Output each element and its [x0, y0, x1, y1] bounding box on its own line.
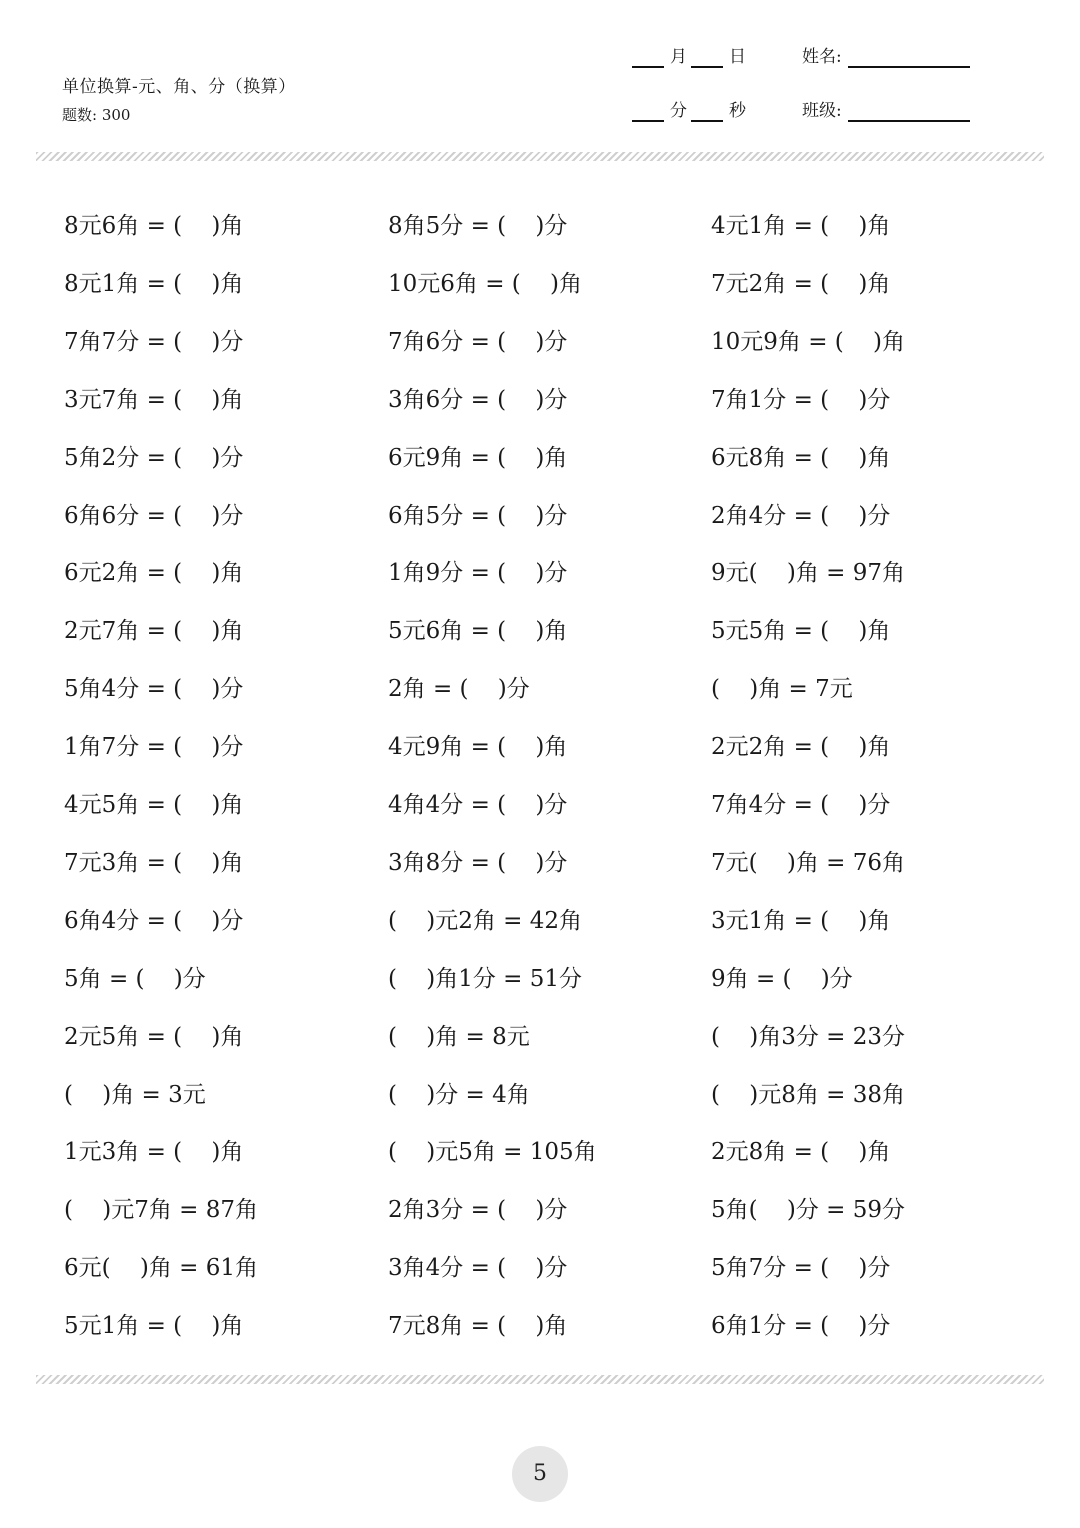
problem-item[interactable]: 2元8角 = ( )角: [711, 1139, 891, 1166]
problem-item[interactable]: 8元6角 = ( )角: [64, 213, 244, 239]
problem-row: [64, 837, 1044, 889]
problem-item[interactable]: ( )分 = 4角: [388, 1081, 530, 1108]
problem-item[interactable]: 6元8角 = ( )角: [711, 444, 891, 471]
problem-item[interactable]: ( )元8角 = 38角: [711, 1081, 905, 1108]
problem-item[interactable]: 3元1角 = ( )角: [711, 907, 891, 934]
problem-item[interactable]: 5角2分 = ( )分: [64, 444, 244, 471]
problem-item[interactable]: 6元2角 = ( )角: [64, 560, 244, 587]
problem-item[interactable]: 6角1分 = ( )分: [711, 1313, 891, 1340]
problem-row: [64, 953, 1044, 1005]
problem-item[interactable]: 2元2角 = ( )角: [711, 734, 891, 761]
problem-row: [64, 1242, 1044, 1294]
month-label: 月: [670, 47, 687, 67]
problem-row: [64, 432, 1044, 484]
problem-row: [64, 1069, 1044, 1121]
problem-item[interactable]: 6角5分 = ( )分: [388, 502, 568, 529]
problem-row: [64, 779, 1044, 831]
problem-row: [64, 200, 1044, 252]
problem-item[interactable]: ( )角1分 = 51分: [388, 965, 582, 992]
problem-item[interactable]: 3元7角 = ( )角: [64, 386, 244, 413]
problem-item[interactable]: 5角7分 = ( )分: [711, 1255, 891, 1282]
problem-item[interactable]: 7元3角 = ( )角: [64, 849, 244, 876]
problem-item[interactable]: 5角 = ( )分: [64, 965, 206, 992]
problem-item[interactable]: 7角6分 = ( )分: [388, 328, 568, 355]
problem-item[interactable]: 6角4分 = ( )分: [64, 907, 244, 934]
class-field: [802, 100, 970, 122]
problem-item[interactable]: 1元3角 = ( )角: [64, 1139, 244, 1166]
problem-row: [64, 374, 1044, 426]
bottom-divider: [36, 1375, 1044, 1384]
problem-item[interactable]: 9元( )角 = 97角: [711, 560, 905, 587]
class-blank[interactable]: [848, 102, 970, 122]
problem-item[interactable]: 2角3分 = ( )分: [388, 1197, 568, 1224]
problem-item[interactable]: 7元2角 = ( )角: [711, 270, 891, 297]
problem-row: [64, 1126, 1044, 1178]
problem-item[interactable]: ( )角3分 = 23分: [711, 1023, 905, 1050]
page-number-badge: 5: [512, 1446, 568, 1502]
problem-item[interactable]: 4元5角 = ( )角: [64, 792, 244, 818]
class-label: 班级:: [802, 101, 842, 121]
problem-item[interactable]: 7角7分 = ( )分: [64, 328, 244, 355]
problem-item[interactable]: 6角6分 = ( )分: [64, 502, 244, 529]
problem-row: [64, 721, 1044, 773]
name-label: 姓名:: [802, 47, 842, 67]
problem-count: 题数: 300: [62, 106, 131, 124]
problem-item[interactable]: 2元7角 = ( )角: [64, 618, 244, 645]
problem-item[interactable]: 10元6角 = ( )角: [388, 270, 582, 297]
problem-item[interactable]: 2角 = ( )分: [388, 676, 530, 703]
problem-row: [64, 258, 1044, 310]
problem-item[interactable]: 5元1角 = ( )角: [64, 1313, 244, 1340]
problem-item[interactable]: 8元1角 = ( )角: [64, 270, 244, 297]
problem-item[interactable]: 5元5角 = ( )角: [711, 618, 891, 645]
problem-item[interactable]: 3角6分 = ( )分: [388, 386, 568, 413]
month-blank[interactable]: [632, 48, 664, 68]
top-divider: [36, 152, 1044, 161]
problem-item[interactable]: 7角4分 = ( )分: [711, 792, 891, 818]
problem-item[interactable]: 8角5分 = ( )分: [388, 213, 568, 239]
problem-item[interactable]: 5元6角 = ( )角: [388, 618, 568, 645]
problem-item[interactable]: ( )角 = 7元: [711, 676, 853, 703]
problem-item[interactable]: 4元9角 = ( )角: [388, 734, 568, 761]
problem-item[interactable]: 7角1分 = ( )分: [711, 386, 891, 413]
problem-item[interactable]: 1角7分 = ( )分: [64, 734, 244, 761]
problem-item[interactable]: ( )元5角 = 105角: [388, 1139, 597, 1166]
problem-item[interactable]: 7元8角 = ( )角: [388, 1313, 568, 1340]
problem-item[interactable]: 4角4分 = ( )分: [388, 792, 568, 818]
problem-row: [64, 895, 1044, 947]
problem-item[interactable]: 1角9分 = ( )分: [388, 560, 568, 587]
problem-row: [64, 1300, 1044, 1352]
problem-item[interactable]: 10元9角 = ( )角: [711, 328, 905, 355]
problem-item[interactable]: 3角4分 = ( )分: [388, 1255, 568, 1282]
problem-item[interactable]: ( )元2角 = 42角: [388, 907, 582, 934]
problem-row: [64, 547, 1044, 599]
problem-item[interactable]: ( )角 = 3元: [64, 1081, 206, 1108]
problem-item[interactable]: 5角( )分 = 59分: [711, 1197, 905, 1224]
minute-blank[interactable]: [632, 102, 664, 122]
problem-item[interactable]: 2角4分 = ( )分: [711, 502, 891, 529]
problem-item[interactable]: ( )元7角 = 87角: [64, 1197, 258, 1224]
name-blank[interactable]: [848, 48, 970, 68]
problem-item[interactable]: 6元( )角 = 61角: [64, 1255, 258, 1282]
problem-item[interactable]: 5角4分 = ( )分: [64, 676, 244, 703]
second-label: 秒: [729, 101, 746, 121]
second-blank[interactable]: [691, 102, 723, 122]
problem-item[interactable]: 3角8分 = ( )分: [388, 849, 568, 876]
problem-row: [64, 490, 1044, 542]
problem-item[interactable]: 6元9角 = ( )角: [388, 444, 568, 471]
problem-item[interactable]: 9角 = ( )分: [711, 965, 853, 992]
minute-label: 分: [670, 101, 687, 121]
problem-item[interactable]: ( )角 = 8元: [388, 1023, 530, 1050]
day-label: 日: [729, 47, 746, 67]
name-field: [802, 46, 970, 68]
problem-row: [64, 1011, 1044, 1063]
day-blank[interactable]: [691, 48, 723, 68]
problem-row: [64, 316, 1044, 368]
date-field: [632, 46, 750, 68]
worksheet-title: 单位换算-元、角、分（换算）: [62, 77, 296, 97]
problem-row: [64, 1184, 1044, 1236]
problem-item[interactable]: 2元5角 = ( )角: [64, 1023, 244, 1050]
problem-row: [64, 663, 1044, 715]
problem-item[interactable]: 7元( )角 = 76角: [711, 849, 905, 876]
time-field: [632, 100, 750, 122]
problem-row: [64, 605, 1044, 657]
problem-item[interactable]: 4元1角 = ( )角: [711, 213, 891, 239]
